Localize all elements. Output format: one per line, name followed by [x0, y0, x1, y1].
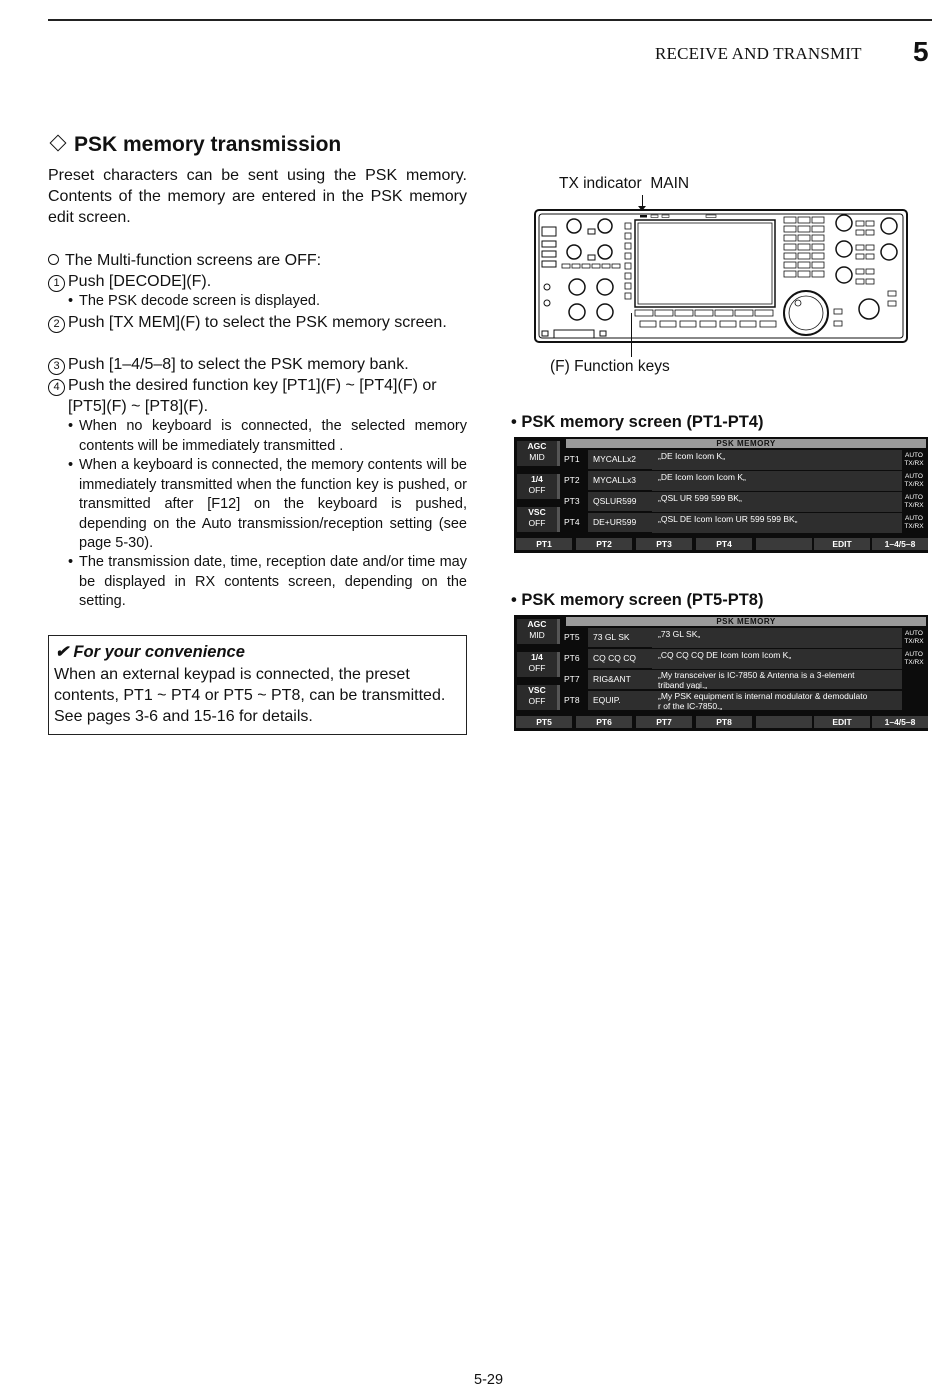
- psk-memory-screen-pt5-pt8: [514, 615, 928, 731]
- convenience-text: When an external keypad is connected, the preset contents, PT1 ~ PT4 or PT5 ~ PT8, can be transmitted. See pages 3-6 and 15-16 for details.: [54, 666, 446, 725]
- page-number: 5-29: [474, 1372, 504, 1388]
- att-button[interactable]: 1/4 OFF: [517, 474, 560, 499]
- tx-indicator-label: TX indicator MAIN: [559, 175, 690, 192]
- convenience-heading: ✔ For your convenience: [55, 643, 245, 661]
- step-2: 2 Push [TX MEM](F) to select the PSK memory screen.: [48, 312, 467, 333]
- radio-front-panel-illustration: [534, 209, 908, 343]
- memory-row: PT1 MYCALLx2 „DE Icom Icom K„ AUTO TX/RX: [562, 450, 928, 470]
- memory-row: PT3 QSLUR599 „QSL UR 599 599 BK„ AUTO TX/RX: [562, 492, 928, 512]
- bank-key[interactable]: 1–4/5–8: [872, 538, 928, 550]
- header-rule: [48, 19, 932, 21]
- psk-memory-screen-pt1-pt4: [514, 437, 928, 553]
- vsc-button[interactable]: VSC OFF: [517, 685, 560, 710]
- page-heading: PSK memory transmission: [48, 133, 341, 157]
- pt1-key[interactable]: PT1: [516, 538, 572, 550]
- condition-line: The Multi-function screens are OFF:: [48, 250, 467, 271]
- memory-row: PT8 EQUIP. „My PSK equipment is internal modulator & demodulato r of the IC-7850.„: [562, 691, 928, 711]
- memory-row: PT2 MYCALLx3 „DE Icom Icom Icom K„ AUTO TX/RX: [562, 471, 928, 491]
- edit-key[interactable]: EDIT: [814, 538, 870, 550]
- blank-key[interactable]: [756, 716, 812, 728]
- intro-paragraph: Preset characters can be sent using the PSK memory. Contents of the memory are entered in the PSK memory edit screen.: [48, 167, 467, 226]
- edit-key[interactable]: EDIT: [814, 716, 870, 728]
- memory-row: PT4 DE+UR599 „QSL DE Icom Icom UR 599 599 BK„ AUTO TX/RX: [562, 513, 928, 533]
- blank-key[interactable]: [756, 538, 812, 550]
- section-title: RECEIVE AND TRANSMIT: [655, 44, 862, 63]
- bullet-no-keyboard: • When no keyboard is connected, the selected memory contents will be immediately transmitted .: [68, 418, 467, 454]
- pt4-key[interactable]: PT4: [696, 538, 752, 550]
- convenience-box: [48, 635, 467, 735]
- vsc-button[interactable]: VSC OFF: [517, 507, 560, 532]
- screen2-caption: • PSK memory screen (PT5-PT8): [511, 591, 764, 609]
- memory-row: PT6 CQ CQ CQ „CQ CQ CQ DE Icom Icom Icom K„ AUTO TX/RX: [562, 649, 928, 669]
- pt7-key[interactable]: PT7: [636, 716, 692, 728]
- arrow-down-icon: [638, 206, 646, 211]
- bullet-datetime: • The transmission date, time, reception date and/or time may be displayed in RX contents screen, depending on the setting.: [68, 554, 467, 609]
- screen-title: PSK MEMORY: [566, 439, 926, 448]
- bullet-decode: • The PSK decode screen is displayed.: [68, 293, 320, 309]
- ring-icon: [48, 254, 59, 265]
- bullet-keyboard: • When a keyboard is connected, the memory contents will be immediately transmitted when the function key is pushed, or transmitted after [F12] on the keyboard is pushed, depending on the Auto transmission/reception setting (see page 5-30).: [68, 457, 467, 551]
- agc-button[interactable]: AGC MID: [517, 441, 560, 466]
- fkeys-label: (F) Function keys: [550, 358, 670, 375]
- pt5-key[interactable]: PT5: [516, 716, 572, 728]
- step-3: 3 Push [1–4/5–8] to select the PSK memory bank.: [48, 354, 467, 375]
- pt2-key[interactable]: PT2: [576, 538, 632, 550]
- pt6-key[interactable]: PT6: [576, 716, 632, 728]
- pt8-key[interactable]: PT8: [696, 716, 752, 728]
- step-1: 1 Push [DECODE](F).: [48, 271, 467, 292]
- pt3-key[interactable]: PT3: [636, 538, 692, 550]
- agc-button[interactable]: AGC MID: [517, 619, 560, 644]
- step-4: 4 Push the desired function key [PT1](F) ~ [PT4](F) or [PT5](F) ~ [PT8](F).: [48, 375, 467, 417]
- memory-row: PT7 RIG&ANT „My transceiver is IC-7850 & Antenna is a 3-element triband yagi.„: [562, 670, 928, 690]
- fkeys-callout: [631, 313, 632, 357]
- bank-key[interactable]: 1–4/5–8: [872, 716, 928, 728]
- att-button[interactable]: 1/4 OFF: [517, 652, 560, 677]
- chapter-number: 5: [913, 36, 929, 67]
- memory-row: PT5 73 GL SK „73 GL SK„ AUTO TX/RX: [562, 628, 928, 648]
- screen1-caption: • PSK memory screen (PT1-PT4): [511, 413, 764, 431]
- screen-title: PSK MEMORY: [566, 617, 926, 626]
- diamond-icon: [50, 135, 67, 152]
- check-icon: ✔: [55, 643, 69, 661]
